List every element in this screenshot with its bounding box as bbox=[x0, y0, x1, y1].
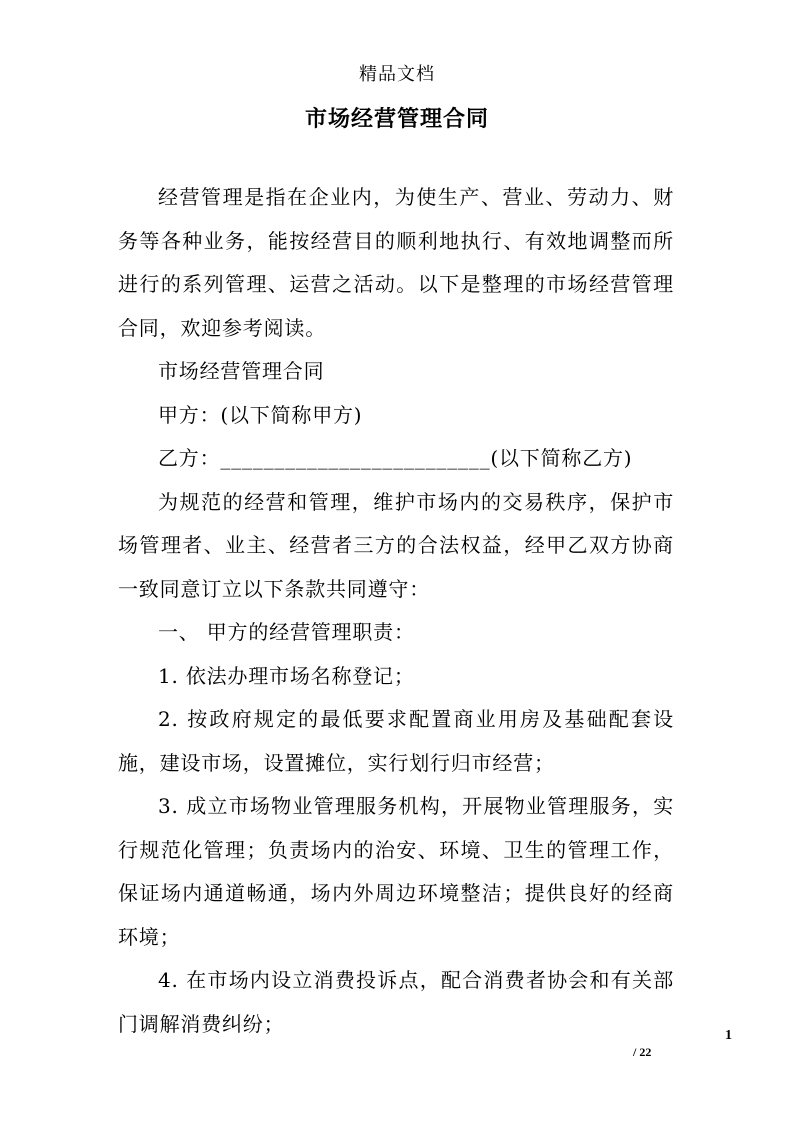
clause-3: 3. 成立市场物业管理服务机构，开展物业管理服务，实行规范化管理；负责场内的治安、环境、卫生的管理工作，保证场内通道畅通，场内外周边环境整洁；提供良好的经商环境； bbox=[118, 794, 674, 949]
page-number: 1 bbox=[725, 1028, 732, 1043]
clause-1: 1. 依法办理市场名称登记； bbox=[158, 663, 415, 688]
contract-heading: 市场经营管理合同 bbox=[158, 359, 325, 383]
intro-paragraph: 经营管理是指在企业内，为使生产、营业、劳动力、财务等各种业务，能按经营目的顺利地执行、有效地调整而所进行的系列管理、运营之活动。以下是整理的市场经营管理合同，欢迎参考阅读。 bbox=[118, 185, 674, 340]
clause-4: 4. 在市场内设立消费投诉点，配合消费者协会和有关部门调解消费纠纷； bbox=[118, 968, 674, 1036]
purpose-paragraph: 为规范的经营和管理，维护市场内的交易秩序，保护市场管理者、业主、经营者三方的合法权益，经甲乙双方协商一致同意订立以下条款共同遵守： bbox=[118, 489, 674, 601]
document-title: 市场经营管理合同 bbox=[304, 106, 489, 132]
document-body bbox=[118, 176, 674, 1046]
party-b-line: 乙方：_________________________(以下简称乙方) bbox=[158, 446, 633, 470]
header-label: 精品文档 bbox=[359, 64, 435, 85]
section-heading: 一、 甲方的经营管理职责： bbox=[158, 620, 415, 644]
party-a-line: 甲方：(以下简称甲方) bbox=[158, 402, 363, 427]
page-total: / 22 bbox=[633, 1045, 652, 1059]
clause-2: 2. 按政府规定的最低要求配置商业用房及基础配套设施，建设市场，设置摊位，实行划行归市经营； bbox=[118, 707, 674, 775]
